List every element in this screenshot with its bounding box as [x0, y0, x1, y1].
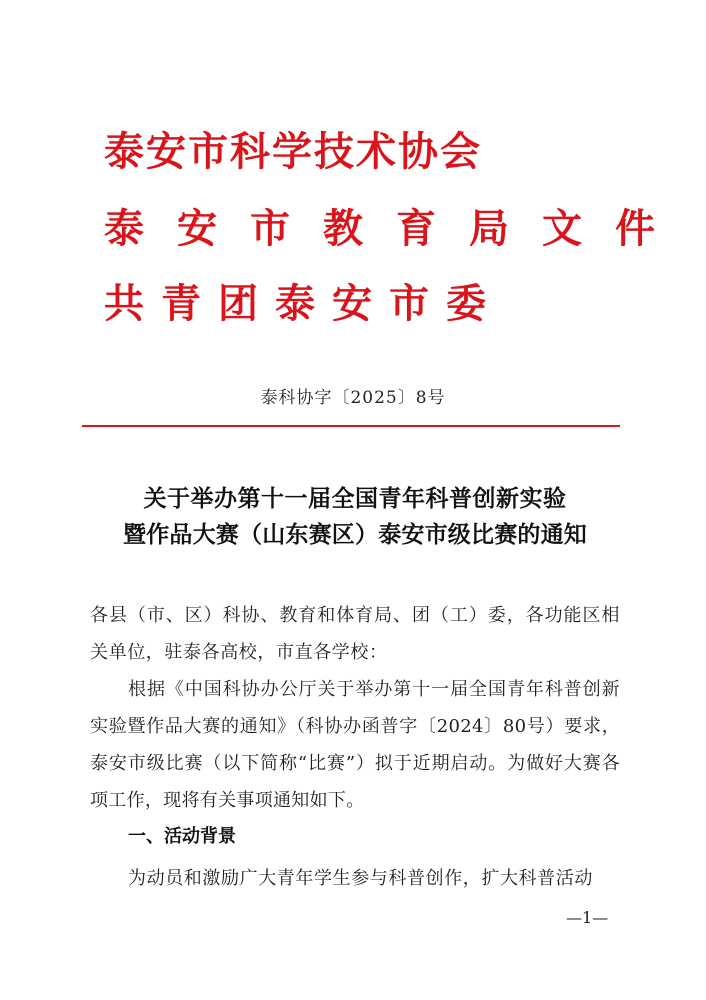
page-number: —1— [566, 908, 609, 927]
document-number: 泰科协字〔2025〕8号 [260, 388, 446, 408]
document-title-line-1: 关于举办第十一届全国青年科普创新实验 [143, 485, 567, 512]
header-org-line-2: 泰安市教育局文件 [104, 205, 688, 252]
section-1-paragraph: 为动员和激励广大青年学生参与科普创作，扩大科普活动 [128, 868, 593, 889]
document-title-line-2: 暨作品大赛（山东赛区）泰安市级比赛的通知 [123, 521, 587, 548]
section-heading-background: 一、活动背景 [128, 826, 236, 847]
red-separator-rule [82, 425, 620, 427]
intro-paragraph: 根据《中国科协办公厅关于举办第十一届全国青年科普创新实验暨作品大赛的通知》（科协办函普字〔2024〕80号）要求，泰安市级比赛（以下简称“比赛”）拟于近期启动。为做好大赛各项工作，现将有关事项通知如下。 [90, 679, 620, 811]
header-org-line-3: 共青团泰安市委 [104, 280, 503, 327]
header-org-line-1: 泰安市科学技术协会 [104, 128, 482, 175]
recipients-paragraph: 各县（市、区）科协、教育和体育局、团（工）委，各功能区相关单位，驻泰各高校，市直各学校： [90, 605, 620, 663]
